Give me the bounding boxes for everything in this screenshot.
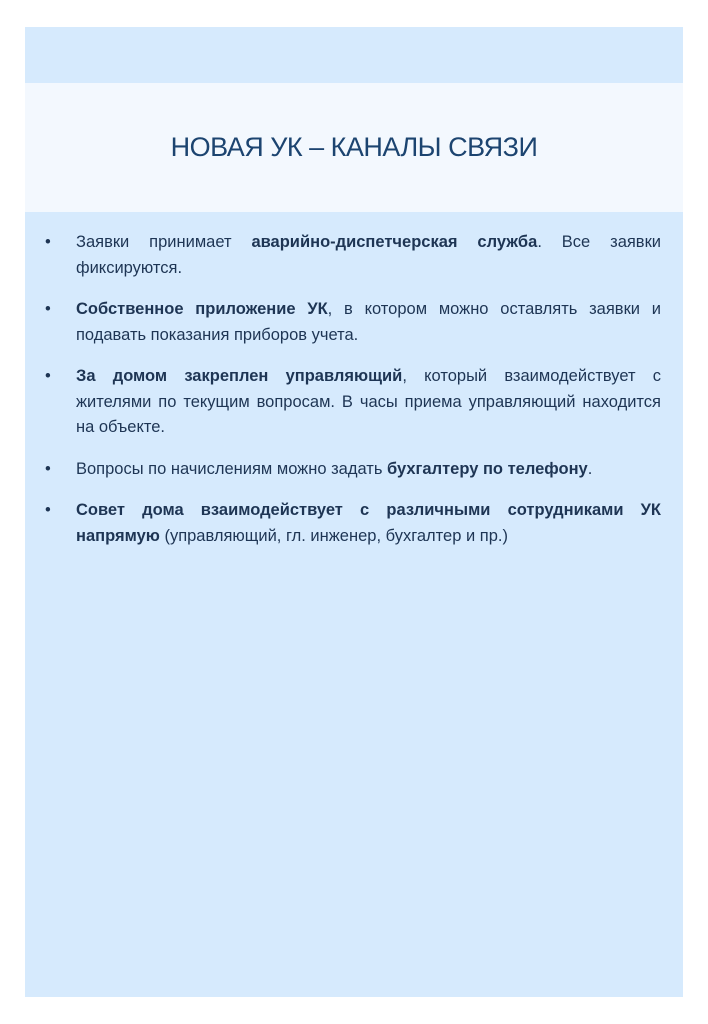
emphasized-text: аварийно-диспетчерская служба <box>251 233 538 251</box>
item-text: Заявки принимает <box>76 233 252 251</box>
slide-panel <box>25 27 683 997</box>
title-band <box>25 83 683 212</box>
list-item <box>25 364 683 441</box>
bullet-icon: • <box>45 233 51 251</box>
item-text: (управляющий, гл. инженер, бухгалтер и пр.) <box>159 526 508 545</box>
list-item <box>25 297 683 348</box>
bullet-list <box>25 230 683 565</box>
emphasized-text: За домом закреплен управляющий <box>76 367 403 385</box>
emphasized-text: Совет дома взаимодействует с различными сотрудниками УК напрямую <box>76 501 661 545</box>
list-item <box>25 457 683 483</box>
bullet-icon: • <box>45 367 51 385</box>
item-text: . Все заявки фиксируются. <box>76 233 662 277</box>
bullet-icon: • <box>45 300 51 318</box>
item-text: , который взаимодействует с жителями по текущим вопросам. В часы приема управляющий находится на объекте. <box>76 367 661 436</box>
emphasized-text: бухгалтеру по телефону <box>387 459 588 478</box>
item-text: Вопросы по начислениям можно задать <box>76 459 388 478</box>
item-text: , в котором можно оставлять заявки и подавать показания приборов учета. <box>76 300 661 344</box>
bullet-icon: • <box>45 459 51 478</box>
slide-title: НОВАЯ УК – КАНАЛЫ СВЯЗИ <box>170 132 538 162</box>
emphasized-text: Собственное приложение УК <box>76 300 328 318</box>
list-item <box>25 498 683 549</box>
bullet-icon: • <box>45 501 51 519</box>
item-text: . <box>587 459 593 478</box>
list-item <box>25 230 683 281</box>
